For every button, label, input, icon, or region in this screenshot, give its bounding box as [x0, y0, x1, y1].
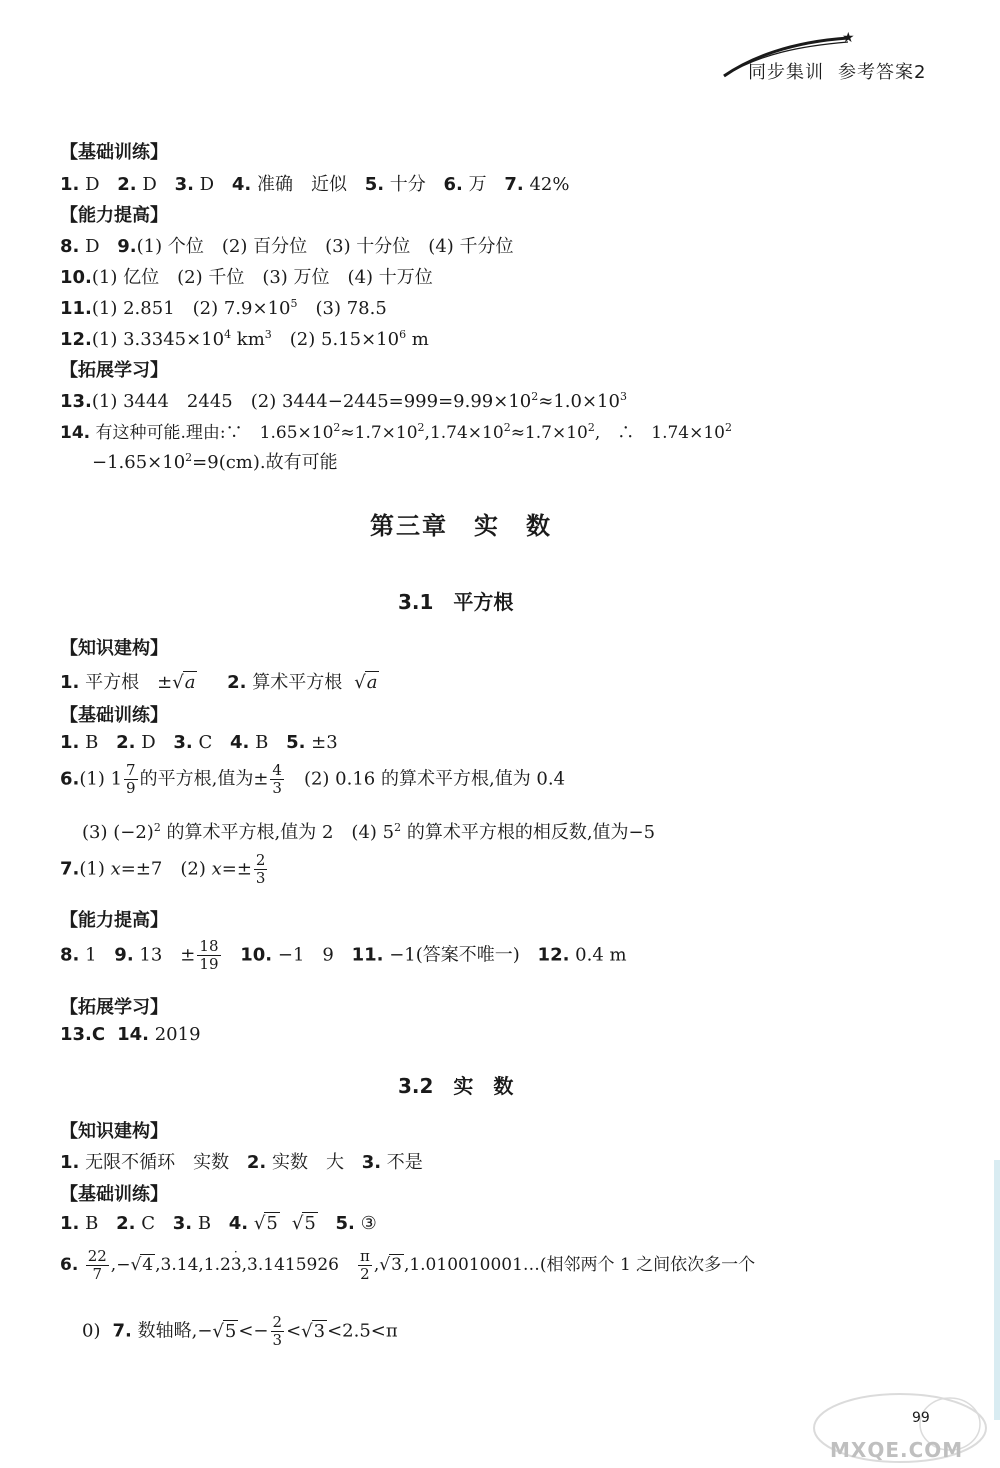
fraction: $\frac{2}{3}$ — [255, 851, 266, 887]
section-title-3-2: 3.2 实 数 — [398, 1074, 514, 1098]
chapter-title: 第三章 实 数 — [370, 512, 552, 540]
sqrt-a: √ a — [172, 672, 196, 693]
fraction: $\frac{\pi}{2}$ — [360, 1247, 370, 1283]
section-title-3-1: 3.1 平方根 — [398, 590, 514, 614]
fraction: $\frac{7}{9}$ — [126, 761, 136, 797]
section-heading-basic-training-3-2: 【基础训练】 — [60, 1184, 168, 1205]
fraction: $\frac{4}{3}$ — [272, 761, 282, 797]
answer-line-14: 14. 有这种可能.理由:∵ $1.65\times 10^2\approx 1.7\times 10^2,1.74\times 10^2\approx 1.7\times 10^2$, ∴ $1.74\times 10^2$ — [60, 421, 732, 443]
section-heading-extension: 【拓展学习】 — [60, 360, 168, 381]
basic-answers-3-2: 1. B 2. C 3. B 4. √ 5 √ 5 5. ③ — [60, 1213, 377, 1234]
sqrt-5: √ 5 — [291, 1213, 316, 1234]
section-heading-ability-3-1: 【能力提高】 — [60, 910, 168, 931]
basic-answers-3-1: 1. B 2. D 3. C 4. B 5. ±3 — [60, 732, 338, 753]
answer-line-3-1-q7: 7.(1) x=±7 (2) x=± $\frac{2}{3}$ — [60, 851, 266, 887]
svg-text:★: ★ — [842, 30, 855, 46]
section-heading-knowledge: 【知识建构】 — [60, 638, 168, 659]
watermark-text: MXQE.COM — [830, 1438, 964, 1462]
sqrt-a: √ a — [354, 672, 378, 693]
repeating-digit: 3 · — [230, 1245, 242, 1275]
sqrt-5: √ 5 — [212, 1320, 237, 1342]
page-edge-tint — [994, 1160, 1000, 1420]
fraction: $\frac{2}{3}$ — [272, 1313, 283, 1349]
answer-line-8-9: 8. D 9.(1) 个位 (2) 百分位 (3) 十分位 (4) 千分位 — [60, 236, 514, 257]
sqrt-3: √ 3 — [379, 1255, 402, 1275]
answer-line-3-1-q6-cont: (3) $(-2)^2$ 的算术平方根,值为 2 (4) $5^2$ 的算术平方根的相反数,值为−5 — [82, 821, 656, 843]
knowledge-answers-3-1: 1. 平方根 ±√ a 2. 算术平方根 √ a — [60, 672, 378, 693]
answer-line-11: 11.(1) 2.851 (2) $7.9\times 10^5$ (3) 78.5 — [60, 297, 387, 319]
sqrt-4: √ 4 — [130, 1255, 154, 1275]
page-header — [748, 58, 926, 84]
answer-line-3-2-q7: 0) 7. 数轴略,−√ 5 <− $\frac{2}{3}$ <√ 3 <2.5<π — [82, 1313, 398, 1349]
page-number: 99 — [912, 1410, 930, 1426]
section-heading-knowledge-3-2: 【知识建构】 — [60, 1121, 168, 1142]
header-section-title: 参考答案2 — [838, 62, 927, 83]
answer-line-3-2-q6: 6. $\frac{22}{7}$ ,−√ 4 ,3.14,1.23 · ,3.1415926 $\frac{\pi}{2}$ ,√ 3 ,1.010010001…(相邻两个 1 之间依次多一个 — [60, 1245, 756, 1283]
sqrt-5: √ 5 — [253, 1213, 278, 1234]
sqrt-3: √ 3 — [301, 1320, 326, 1342]
section-heading-basic-training-3-1: 【基础训练】 — [60, 705, 168, 726]
answer-line-10: 10.(1) 亿位 (2) 千位 (3) 万位 (4) 十万位 — [60, 267, 433, 288]
header-book-title: 同步集训 — [748, 62, 824, 83]
section-heading-extension-3-1: 【拓展学习】 — [60, 997, 168, 1018]
answer-line-3-1-q6: 6.(1) 1 $\frac{7}{9}$ 的平方根,值为± $\frac{4}{3}$ (2) 0.16 的算术平方根,值为 0.4 — [60, 761, 566, 797]
answer-line-12: 12.(1) $3.3345\times 10^4$ $km^3$ (2) $5.15\times 10^6$ m — [60, 328, 429, 350]
section-heading-ability: 【能力提高】 — [60, 205, 168, 226]
knowledge-answers-3-2: 1. 无限不循环 实数 2. 实数 大 3. 不是 — [60, 1152, 423, 1173]
answer-line-1-7: 1. D 2. D 3. D 4. 准确 近似 5. 十分 6. 万 7. 42% — [60, 174, 570, 195]
answer-line-14-cont: $-1.65\times 10^2=9(cm)$.故有可能 — [92, 451, 338, 473]
fraction: $\frac{18}{19}$ — [199, 937, 219, 973]
answer-line-13: 13.(1) 3444 2445 (2) $3444-2445=999=9.99\times 10^2\approx 1.0\times 10^3$ — [60, 390, 627, 412]
ability-answers-3-1: 8. 1 9. 13 ± $\frac{18}{19}$ 10. −1 9 11. −1(答案不唯一) 12. 0.4 m — [60, 937, 627, 973]
section-heading-basic-training: 【基础训练】 — [60, 142, 168, 163]
extension-answers-3-1: 13.C 14. 2019 — [60, 1024, 201, 1045]
fraction: $\frac{22}{7}$ — [87, 1247, 107, 1283]
